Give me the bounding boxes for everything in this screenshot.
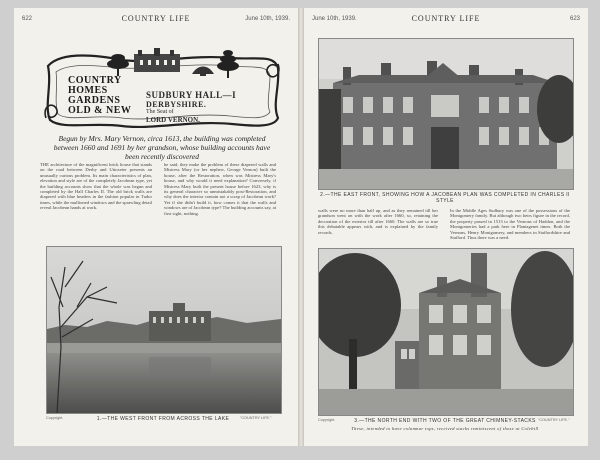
left-body-column-1: THE architecture of the magnificent brick house that stands on the road between Derby and Uttoxeter presents an unusually curious problem. Its main characteristics of plan, elevation and style are of the completely Jacobean type, yet the building accounts show that the whole was begun and completed by the Hall Charles II. The old brick walls are diapered with blue headers in the fashion popular in Tudor times, while the mullioned windows and the sprawling detail reveal Jacobean hands at work.: [40, 162, 152, 211]
left-page: [14, 8, 299, 446]
east-front-photo: [318, 38, 574, 190]
right-running-head: [312, 14, 580, 26]
right-issue-date: June 10th, 1939.: [312, 16, 357, 22]
right-body-column-2: In the Middle Ages Sudbury was one of the possessions of the Montgomery family. But although two heirs figure in the record, the property passed in 1513 to the Vernons of Haddon, and the Montgomeries had a park here in Plantagenet times. Both the Vernons, Henry Montgomery, and members in Staffordshire and Stafford. Thus there was a need.: [450, 208, 570, 241]
east-front-caption: 2.—THE EAST FRONT, SHOWING HOW A JACOBEAN PLAN WAS COMPLETED IN CHARLES II STYLE: [320, 192, 570, 204]
magazine-spread: [14, 8, 588, 446]
left-body-columns: [40, 162, 280, 244]
series-title-line-2: HOMES: [68, 85, 108, 96]
west-front-caption: 1.—THE WEST FRONT FROM ACROSS THE LAKE: [96, 416, 230, 422]
north-end-caption: 3.—THE NORTH END WITH TWO OF THE GREAT CHIMNEY-STACKS: [354, 418, 536, 424]
right-page: [304, 8, 588, 446]
right-photo-credit-copyright: Copyright.: [318, 418, 336, 422]
series-title-line-4: OLD & NEW: [68, 105, 132, 116]
right-photo-credit-country-life: "COUNTRY LIFE.": [538, 418, 570, 422]
series-masthead: [42, 46, 282, 132]
series-title-line-1: COUNTRY: [68, 75, 122, 86]
masthead-house-illustration: [134, 48, 180, 72]
article-deck: Begun by Mrs. Mary Vernon, circa 1613, the building was completed between 1660 and 1691 by her grandson, whose building accounts have been recently discovered: [53, 134, 271, 161]
left-magazine-title: COUNTRY LIFE: [121, 14, 191, 23]
masthead-fountain: [192, 67, 214, 77]
left-running-head: [22, 14, 290, 26]
left-photo-credit-copyright: Copyright.: [46, 416, 64, 420]
masthead-tree-right: [217, 50, 239, 78]
right-body-columns: [318, 208, 572, 244]
article-owner: LORD VERNON.: [146, 116, 200, 124]
article-seat-of: The Seat of: [146, 109, 174, 115]
series-title: [68, 76, 140, 116]
right-page-number: 623: [569, 16, 580, 22]
north-end-subcaption: These, intended to have columnar tops, received stacks reminiscent of those at Colebill: [351, 426, 539, 431]
right-body-column-1: walls were no more than half up, and as they remained till her grandson went on with the work after 1660, so, retaining the decoration of the exterior till after 1660. The walls are so true this debatable appears with, and is explained by the family records.: [318, 208, 438, 235]
right-magazine-title: COUNTRY LIFE: [411, 14, 481, 23]
article-county: DERBYSHIRE.: [146, 100, 207, 109]
left-issue-date: June 10th, 1939.: [245, 16, 290, 22]
series-title-line-3: GARDENS: [68, 95, 121, 106]
left-body-column-2: he said, they make the problem of these diapered walls and Mistress Mary (or her nephew, George Vernon) built the house, after the Restoration, when was Mistress Mary's house, and why would it need explanation? Conversely, if Mistress Mary built the present house before 1623, why is its general character so unmistakably post-Restoration, and why does the interior contain not a scrap of Jacobean work? Yet if she didn't build it, how comes it that the walls and windows are of Jacobean type? The building accounts say, at first sight, nothing.: [164, 162, 276, 216]
article-place: SUDBURY HALL—I: [146, 90, 237, 100]
left-photo-credit-country-life: "COUNTRY LIFE.": [240, 416, 272, 420]
north-end-photo: [318, 248, 574, 416]
left-page-number: 622: [22, 16, 33, 22]
west-front-photo: [46, 246, 282, 414]
